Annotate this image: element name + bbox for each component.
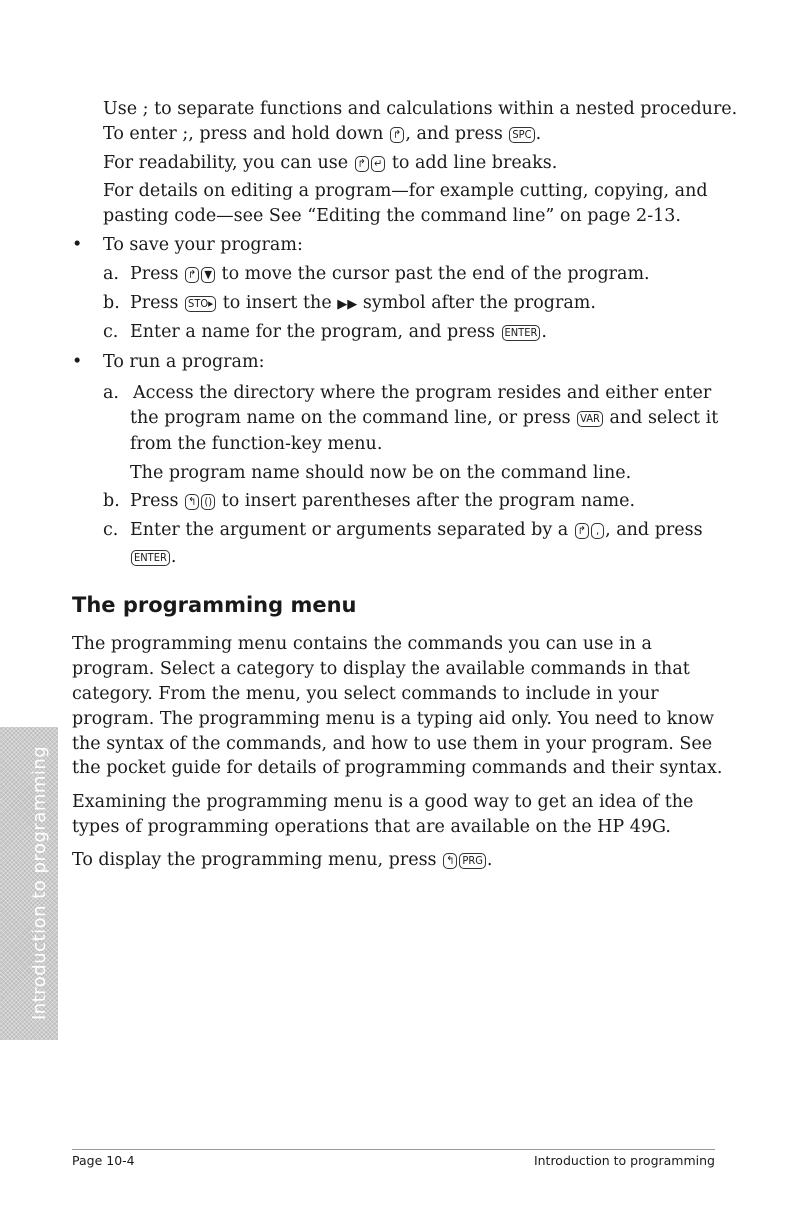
- save-step-a: Press ↱ ▼ to move the cursor past the end of the program.: [130, 264, 650, 284]
- run-title: To run a program:: [103, 352, 265, 372]
- sto-key-icon: STO▸: [185, 296, 216, 312]
- right-shift-key-icon: ↱: [575, 523, 589, 539]
- program-delimiter-icon: ▶▶: [337, 297, 358, 312]
- save-step-c: Enter a name for the program, and press ENTER .: [130, 322, 547, 342]
- save-title: To save your program:: [103, 235, 303, 255]
- right-shift-key-icon: ↱: [390, 127, 404, 143]
- run-step-c-line-1: Enter the argument or arguments separated by a ↱ , , and press: [130, 520, 703, 540]
- chapter-side-tab-label: Introduction to programming: [29, 745, 50, 1020]
- intro-line-3: For readability, you can use ↱ ↵ to add line breaks.: [103, 153, 558, 173]
- footer-page-number: Page 10-4: [72, 1153, 135, 1168]
- section-p1-line-3: category. From the menu, you select commands to include in your: [72, 684, 659, 704]
- section-p1-line-4: program. The programming menu is a typing aid only. You need to know: [72, 709, 715, 729]
- save-bullet: •: [72, 235, 83, 255]
- footer-divider: [72, 1149, 715, 1150]
- backspace-key-icon: ↵: [371, 156, 385, 172]
- section-p2-line-1: Examining the programming menu is a good way to get an idea of the: [72, 792, 694, 812]
- enter-key-icon: ENTER: [502, 325, 541, 341]
- section-p1-line-5: the syntax of the commands, and how to use them in your program. See: [72, 734, 713, 754]
- run-step-b: Press ↰ () to insert parentheses after the program name.: [130, 491, 636, 511]
- enter-key-icon: ENTER: [131, 550, 170, 566]
- run-step-a-line-1: Access the directory where the program resides and either enter: [133, 383, 712, 403]
- down-arrow-key-icon: ▼: [201, 267, 215, 283]
- var-key-icon: VAR: [577, 411, 603, 427]
- parentheses-key-icon: (): [201, 494, 215, 510]
- save-step-a-letter: a.: [103, 264, 119, 284]
- right-shift-key-icon: ↱: [355, 156, 369, 172]
- intro-line-2: To enter ;, press and hold down ↱ , and press SPC .: [103, 124, 542, 144]
- run-step-a-line-4: The program name should now be on the command line.: [130, 463, 632, 483]
- intro-line-1: Use ; to separate functions and calculations within a nested procedure.: [103, 99, 738, 119]
- save-step-c-letter: c.: [103, 322, 119, 342]
- run-step-a-letter: a.: [103, 383, 119, 403]
- section-p3: To display the programming menu, press ↰ PRG .: [72, 850, 493, 870]
- save-step-b-letter: b.: [103, 293, 120, 313]
- left-shift-key-icon: ↰: [443, 853, 457, 869]
- run-step-b-letter: b.: [103, 491, 120, 511]
- section-p1-line-2: program. Select a category to display the available commands in that: [72, 659, 690, 679]
- run-step-c-line-2: ENTER .: [130, 545, 176, 569]
- section-p1-line-6: the pocket guide for details of programming commands and their syntax.: [72, 758, 723, 778]
- run-step-c-letter: c.: [103, 520, 119, 540]
- section-p2-line-2: types of programming operations that are available on the HP 49G.: [72, 817, 671, 837]
- intro-line-5: pasting code—see See “Editing the command line” on page 2-13.: [103, 206, 681, 226]
- run-step-a-line-3: from the function-key menu.: [130, 434, 383, 454]
- comma-key-icon: ,: [591, 523, 604, 539]
- section-p1-line-1: The programming menu contains the commands you can use in a: [72, 634, 652, 654]
- run-bullet: •: [72, 352, 83, 372]
- footer-chapter-title: Introduction to programming: [533, 1153, 715, 1168]
- right-shift-key-icon: ↱: [185, 267, 199, 283]
- run-step-a-line-2: the program name on the command line, or press VAR and select it: [130, 408, 719, 428]
- prg-key-icon: PRG: [459, 853, 486, 869]
- spc-key-icon: SPC: [509, 127, 534, 143]
- intro-line-4: For details on editing a program—for example cutting, copying, and: [103, 181, 708, 201]
- section-heading: The programming menu: [72, 593, 357, 617]
- save-step-b: Press STO▸ to insert the ▶▶ symbol after the program.: [130, 293, 596, 313]
- left-shift-key-icon: ↰: [185, 494, 199, 510]
